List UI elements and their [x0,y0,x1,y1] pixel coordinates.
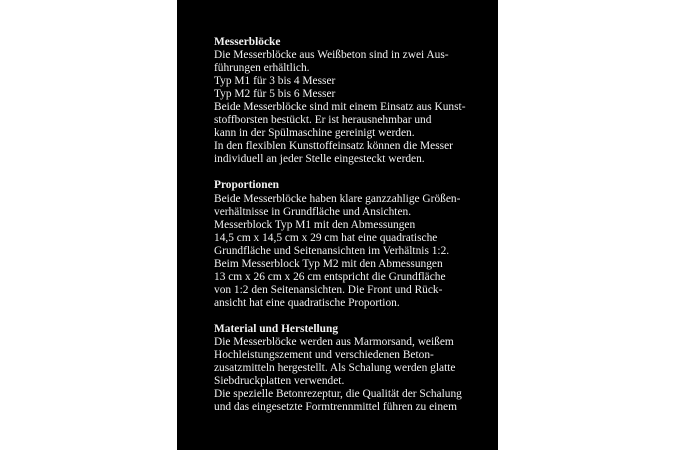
paragraph-line: Typ M1 für 3 bis 4 Messer [214,75,336,88]
paragraph-line: 14,5 cm x 14,5 cm x 29 cm hat eine quadratische [214,231,438,244]
paragraph-line: von 1:2 den Seitenansichten. Die Front und Rück- [214,283,443,296]
section-material-und-herstellung [214,323,489,414]
paragraph-line: kann in der Spülmaschine gereinigt werden. [214,127,415,140]
paragraph-line: Grundfläche und Seitenansichten im Verhältnis 1:2. [214,244,450,257]
paragraph-line: ansicht hat eine quadratische Proportion. [214,296,400,309]
paragraph-line: und das eingesetzte Formtrennmittel führen zu einem [214,401,457,414]
paragraph-line: individuell an jeder Stelle eingesteckt werden. [214,153,425,166]
paragraph-line: 13 cm x 26 cm x 26 cm entspricht die Grundfläche [214,270,446,283]
paragraph-line: verhältnisse in Grundfläche und Ansichten. [214,205,412,218]
section-messerbloecke [214,36,489,166]
section-proportionen [214,179,489,309]
paragraph-line: Die Messerblöcke werden aus Marmorsand, weißem [214,335,454,348]
paragraph-line: Die spezielle Betonrezeptur, die Qualität der Schalung [214,388,462,401]
paragraph-line: Typ M2 für 5 bis 6 Messer [214,88,336,101]
document-text [214,36,489,427]
paragraph-line: Hochleistungszement und verschiedenen Beton- [214,349,434,362]
section-heading: Messerblöcke [214,36,281,48]
paragraph-line: Beide Messerblöcke sind mit einem Einsatz aus Kunst- [214,101,466,114]
paragraph-line: stoffborsten bestückt. Er ist herausnehmbar und [214,114,432,127]
document-panel [177,0,498,450]
paragraph-line: zusatzmitteln hergestellt. Als Schalung werden glatte [214,362,456,375]
paragraph-line: Siebdruckplatten verwendet. [214,375,345,388]
paragraph-line: Messerblock Typ M1 mit den Abmessungen [214,218,416,231]
paragraph-line: Beim Messerblock Typ M2 mit den Abmessungen [214,257,443,270]
paragraph-line: In den flexiblen Kunsttoffeinsatz können die Messer [214,140,453,153]
section-heading: Proportionen [214,179,279,192]
paragraph-line: Die Messerblöcke aus Weißbeton sind in zwei Aus- [214,49,449,62]
section-heading: Material und Herstellung [214,322,339,335]
paragraph-line: Beide Messerblöcke haben klare ganzzahlige Größen- [214,192,461,205]
paragraph-line: führungen erhältlich. [214,62,310,75]
